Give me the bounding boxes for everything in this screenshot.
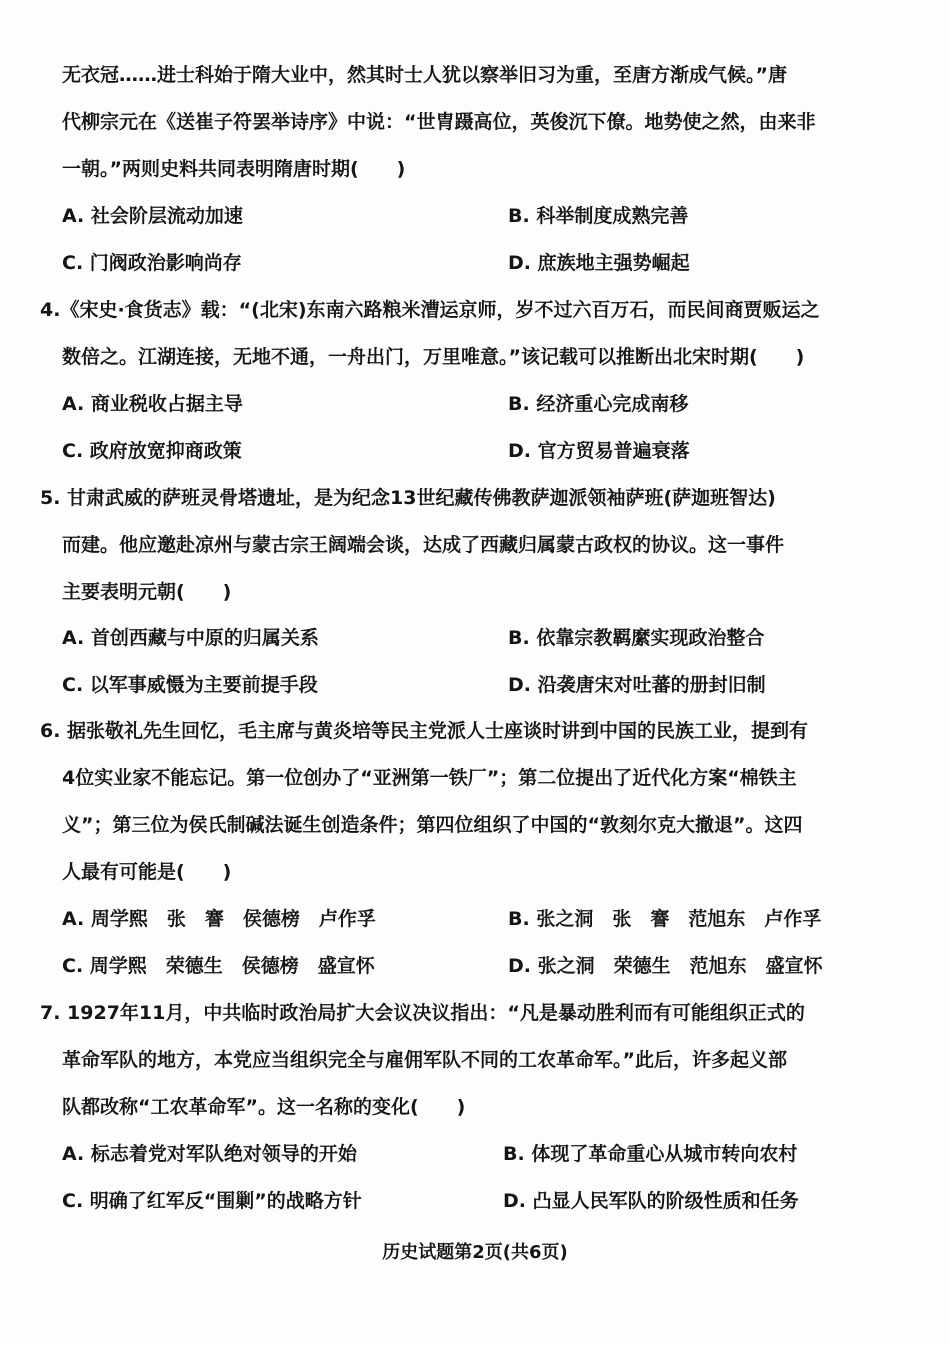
q6-option-d: D. 张之洞 荣德生 范旭东 盛宣怀 — [508, 955, 823, 977]
q3-stem-line-1: 无衣冠……进士科始于隋大业中，然其时士人犹以察举旧习为重，至唐方渐成气候。”唐 — [62, 64, 787, 86]
q4-option-b: B. 经济重心完成南移 — [508, 393, 689, 415]
q5-option-a: A. 首创西藏与中原的归属关系 — [62, 627, 319, 649]
q7-stem-line-2: 革命军队的地方，本党应当组织完全与雇佣军队不同的工农革命军。”此后，许多起义部 — [62, 1049, 787, 1071]
q3-option-a: A. 社会阶层流动加速 — [62, 205, 243, 227]
q5-stem-line-1: 5. 甘肃武威的萨班灵骨塔遗址，是为纪念13世纪藏传佛教萨迦派领袖萨班(萨迦班智达) — [40, 487, 776, 509]
q5-option-b: B. 依靠宗教羁縻实现政治整合 — [508, 627, 765, 649]
q6-stem-line-3: 义”；第三位为侯氏制碱法诞生创造条件；第四位组织了中国的“敦刻尔克大撤退”。这四 — [62, 814, 803, 836]
q6-stem-line-2: 4位实业家不能忘记。第一位创办了“亚洲第一铁厂”；第二位提出了近代化方案“棉铁主 — [62, 767, 797, 789]
q4-stem-line-1: 4.《宋史·食货志》载：“(北宋)东南六路粮米漕运京师，岁不过六百万石，而民间商贾贩运之 — [40, 299, 820, 321]
q6-option-a: A. 周学熙 张 謇 侯德榜 卢作孚 — [62, 908, 376, 930]
q3-option-b: B. 科举制度成熟完善 — [508, 205, 689, 227]
q6-stem-line-4: 人最有可能是( ) — [62, 861, 232, 883]
q7-stem-line-1: 7. 1927年11月，中共临时政治局扩大会议决议指出：“凡是暴动胜利而有可能组织正式的 — [40, 1002, 805, 1024]
q7-option-c: C. 明确了红军反“围剿”的战略方针 — [62, 1190, 362, 1212]
q4-option-a: A. 商业税收占据主导 — [62, 393, 243, 415]
q4-option-d: D. 官方贸易普遍衰落 — [508, 440, 690, 462]
q7-option-a: A. 标志着党对军队绝对领导的开始 — [62, 1143, 357, 1165]
q4-stem-line-2: 数倍之。江湖连接，无地不通，一舟出门，万里唯意。”该记载可以推断出北宋时期( ) — [62, 346, 805, 368]
q4-option-c: C. 政府放宽抑商政策 — [62, 440, 242, 462]
q5-stem-line-3: 主要表明元朝( ) — [62, 581, 232, 603]
q5-option-c: C. 以军事威慑为主要前提手段 — [62, 674, 318, 696]
q7-stem-line-3: 队都改称“工农革命军”。这一名称的变化( ) — [62, 1096, 466, 1118]
q5-stem-line-2: 而建。他应邀赴凉州与蒙古宗王阔端会谈，达成了西藏归属蒙古政权的协议。这一事件 — [62, 534, 785, 556]
q7-option-b: B. 体现了革命重心从城市转向农村 — [503, 1143, 798, 1165]
q5-option-d: D. 沿袭唐宋对吐蕃的册封旧制 — [508, 674, 766, 696]
q3-option-c: C. 门阀政治影响尚存 — [62, 252, 242, 274]
q6-option-b: B. 张之洞 张 謇 范旭东 卢作孚 — [508, 908, 822, 930]
q3-stem-line-2: 代柳宗元在《送崔子符罢举诗序》中说：“世胄蹑高位，英俊沉下僚。地势使之然，由来非 — [62, 111, 816, 133]
q6-option-c: C. 周学熙 荣德生 侯德榜 盛宣怀 — [62, 955, 375, 977]
page-footer: 历史试题第2页(共6页) — [382, 1242, 568, 1263]
q3-stem-line-3: 一朝。”两则史料共同表明隋唐时期( ) — [62, 158, 406, 180]
q3-option-d: D. 庶族地主强势崛起 — [508, 252, 690, 274]
q6-stem-line-1: 6. 据张敬礼先生回忆，毛主席与黄炎培等民主党派人士座谈时讲到中国的民族工业，提到有 — [40, 720, 809, 742]
q7-option-d: D. 凸显人民军队的阶级性质和任务 — [503, 1190, 799, 1212]
